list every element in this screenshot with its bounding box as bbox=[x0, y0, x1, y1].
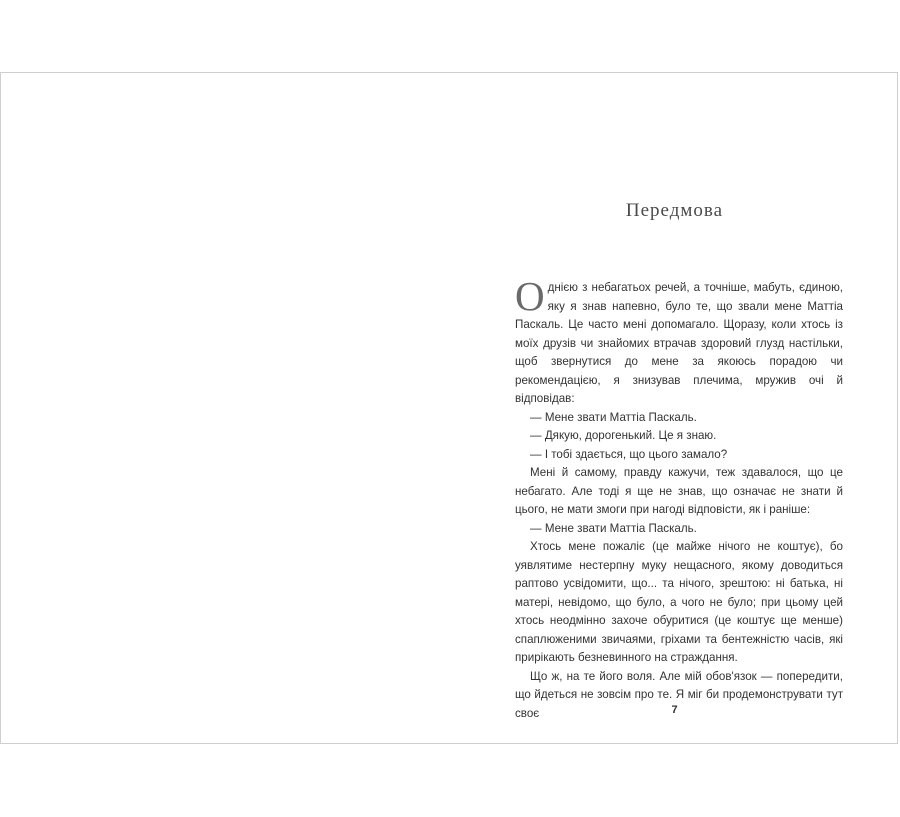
paragraph-3: Хтось мене пожаліє (це майже нічого не коштує), бо уявлятиме нестерпну муку нещасного, якому доводиться раптово усвідомити, що... та нічого, зрештою: ні батька, ні матері, невідомо, що було, а чого не було; при цьому цей хтось неодмінно захоче обуритися (це коштує ще менше) спаплюженими звичаями, гріхами та бентежністю часів, які прирікають безневинного на страждання. bbox=[515, 540, 843, 664]
left-page bbox=[1, 73, 450, 743]
chapter-title: Передмова bbox=[625, 200, 724, 221]
first-paragraph-text: днією з небагатьох речей, а точніше, мабуть, єдиною, яку я знав напевно, було те, що звали мене Маттіа Паскаль. Це часто мені допомагало. Щоразу, коли хтось із моїх друзів чи знайомих втрачав здоровий глузд настільки, щоб звернутися до мене за якоюсь порадою чи рекомендацією, я знизував плечима, мружив очі й відповідав: bbox=[515, 281, 843, 405]
body-text bbox=[515, 273, 843, 723]
drop-cap: О bbox=[515, 273, 545, 319]
first-paragraph bbox=[515, 273, 843, 409]
dialog-line-1: — Мене звати Маттіа Паскаль. bbox=[530, 410, 697, 424]
dialog-line-3: — І тобі здається, що цього замало? bbox=[530, 447, 728, 461]
paragraph-4: Що ж, на те його воля. Але мій обов'язок — попередити, що йдеться не зовсім про те. Я міг би продемонструвати тут своє bbox=[515, 669, 843, 720]
page-number: 7 bbox=[671, 704, 678, 716]
dialog-line-2: — Дякую, дорогенький. Це я знаю. bbox=[530, 429, 717, 442]
book-spread bbox=[0, 72, 898, 744]
dialog-line-4: — Мене звати Маттіа Паскаль. bbox=[530, 521, 697, 535]
paragraph-2: Мені й самому, правду кажучи, теж здавалося, що це небагато. Але тоді я ще не знав, що означає не знати й цього, не мати змоги при нагоді відповісти, як і раніше: bbox=[515, 466, 843, 516]
right-page bbox=[450, 73, 899, 743]
